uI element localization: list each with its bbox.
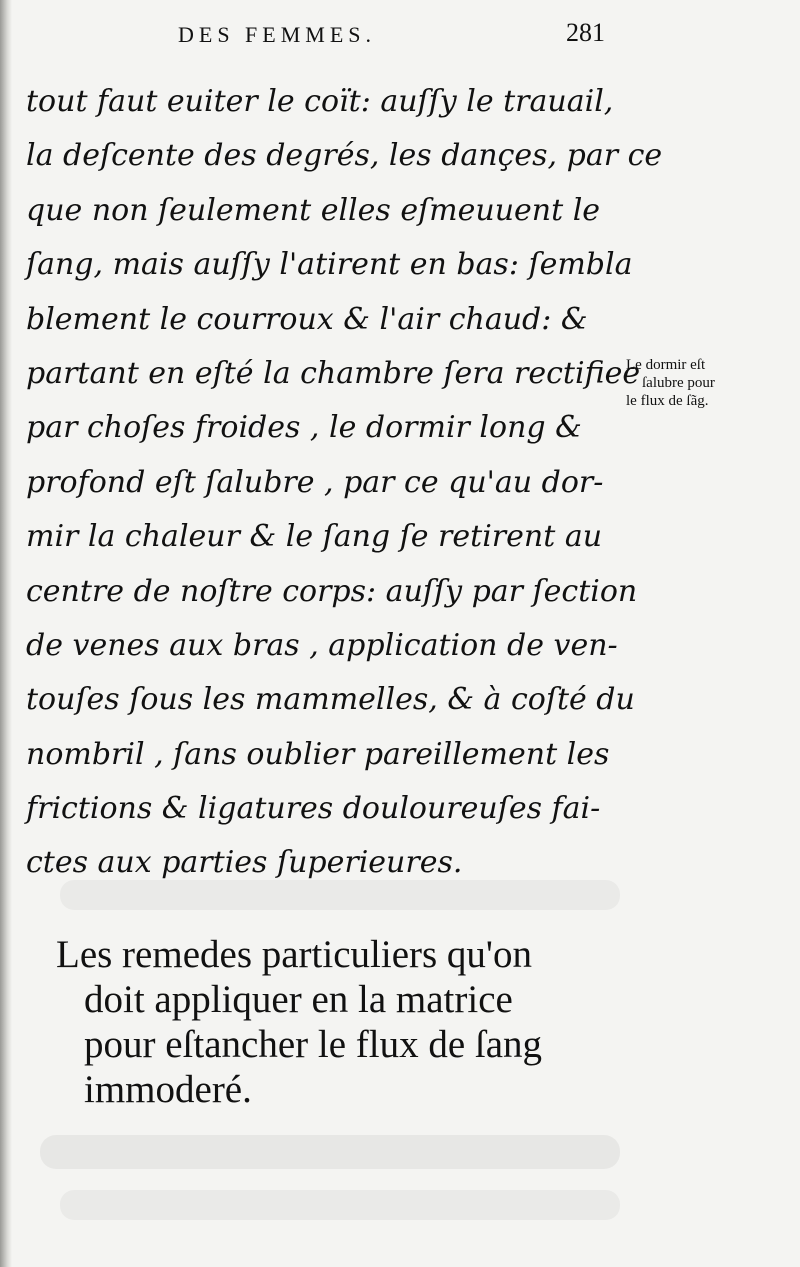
running-title: DES FEMMES. [178,22,377,47]
show-through-mark [60,1190,620,1220]
body-line: tout faut euiter le coït: auſſy le trauail, [26,84,614,119]
page-number: 281 [566,18,605,47]
body-line: nombril , ſans oublier pareillement les [26,736,610,772]
body-line: ctes aux parties ſuperieures. [26,845,463,881]
body-line: partant en eſté la chambre ſera rectifiee [26,355,641,391]
section-heading [56,932,636,1112]
body-line: profond eſt ſalubre , par ce qu'au dor- [26,464,604,500]
body-line: mir la chaleur & le ſang ſe retirent au [26,519,603,555]
body-line: par choſes froides , le dormir long & [26,410,582,446]
body-line: centre de noſtre corps: auſſy par ſection [26,573,638,609]
section-heading-line: doit appliquer en la matrice [84,978,513,1021]
body-paragraph [26,75,663,891]
marginal-note-line: ſalubre pour [642,375,715,391]
section-heading-line: immoderé. [84,1068,252,1111]
section-heading-line: pour eſtancher le flux de ſang [84,1023,543,1066]
body-line: frictions & ligatures douloureuſes fai- [26,791,601,827]
section-heading-line: Les remedes particuliers qu'on [56,933,532,976]
body-line: de venes aux bras , application de ven- [26,627,618,663]
page-gutter-shadow [0,0,12,1267]
body-line: touſes ſous les mammelles, & à coſté du [26,682,635,718]
show-through-mark [40,1135,620,1169]
marginal-note-line: Le dormir eſt [626,357,706,373]
body-line: la deſcente des degrés, les dançes, par ce [26,138,663,174]
marginal-note [626,356,796,410]
marginal-note-line: le flux de ſãg. [626,393,709,409]
body-line: que non ſeulement elles eſmeuuent le [26,192,601,228]
body-line: ſang, mais auſſy l'atirent en bas: ſembla [26,247,633,283]
body-line: blement le courroux & l'air chaud: & [26,301,588,337]
